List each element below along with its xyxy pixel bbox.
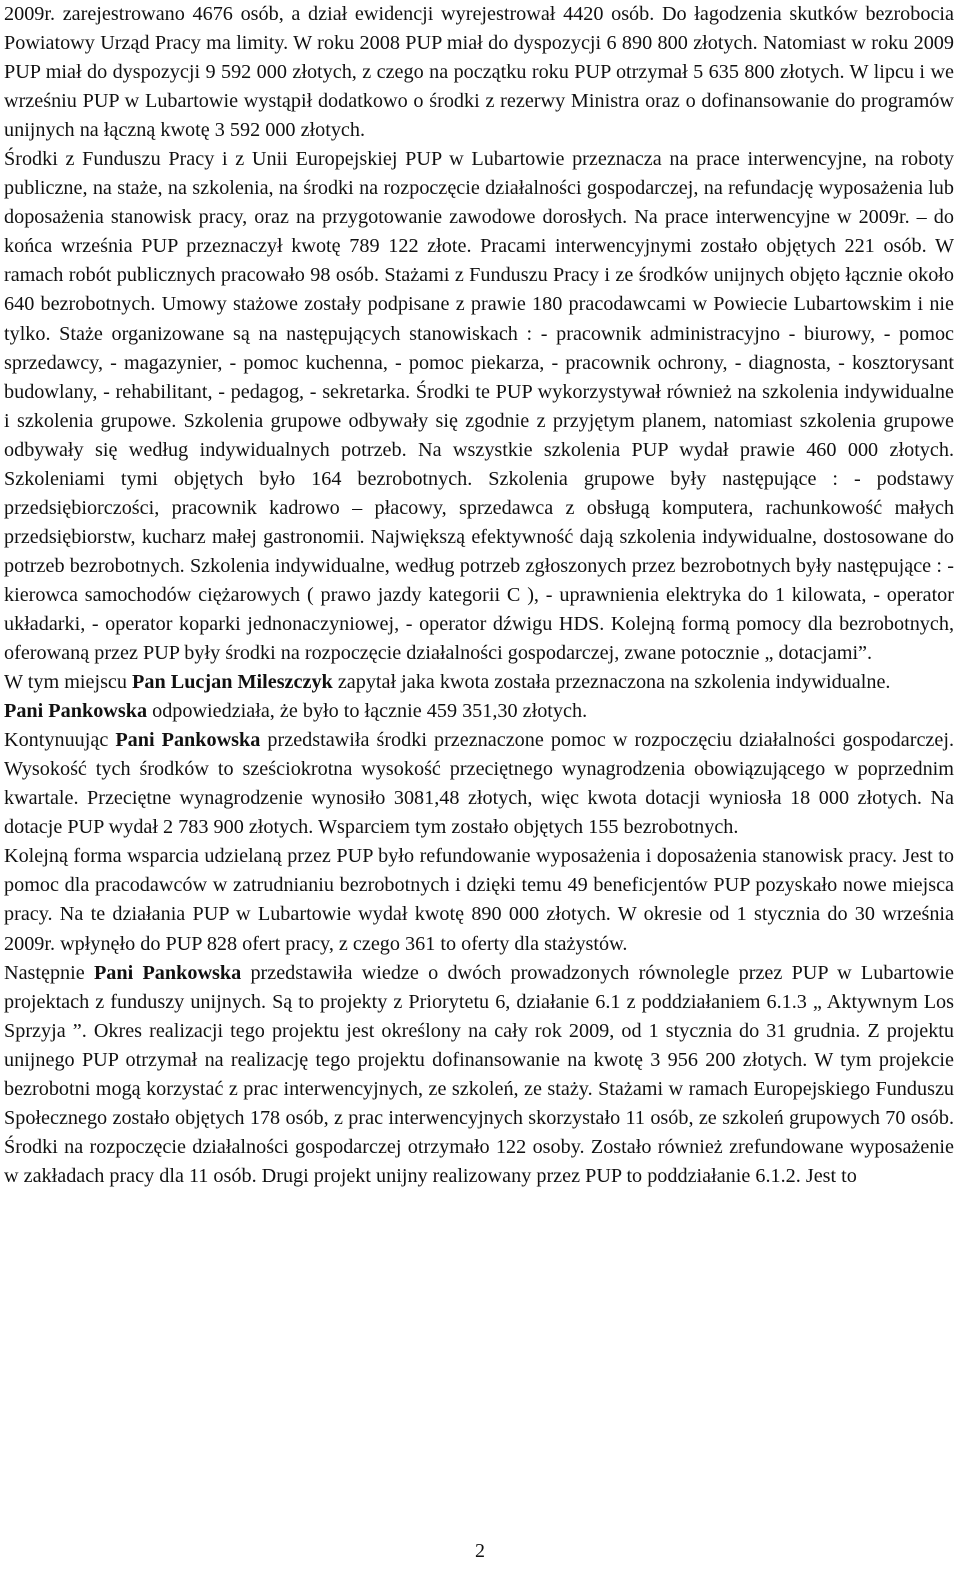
speaker-name: Pani Pankowska [4, 700, 148, 723]
paragraph [4, 726, 954, 842]
speaker-name: Pani Pankowska [93, 961, 242, 984]
paragraph-text: przedstawiła środki przeznaczone pomoc w rozpoczęciu działalności gospodarczej. Wysokość tych środków to sześciokrotna wysokość przeciętnego wynagrodzenia obowiązującego w poprzednim kwartale. Przeciętne wynagrodzenie wynosiło 3081,48 złotych, więc kwota dotacji wyniosła 18 000 złotych. Na dotacje PUP wydał 2 783 900 złotych. Wsparciem tym zostało objętych 155 bezrobotnych. [4, 729, 954, 839]
paragraph [4, 842, 954, 958]
paragraph-text: 2009r. zarejestrowano 4676 osób, a dział ewidencji wyrejestrował 4420 osób. Do łagodzenia skutków bezrobocia Powiatowy Urząd Pracy ma limity. W roku 2008 PUP miał do dyspozycji 6 890 800 złotych. Natomiast w roku 2009 PUP miał do dyspozycji 9 592 000 złotych, z czego na początku roku PUP otrzymał 5 635 800 złotych. W lipcu i we wrześniu PUP w Lubartowie wystąpił dodatkowo o środki z rezerwy Ministra oraz o dofinansowanie do programów unijnych na łączną kwotę 3 592 000 złotych. [4, 3, 954, 142]
paragraph-text: Kontynuując [4, 729, 116, 752]
paragraph-text: Środki z Funduszu Pracy i z Unii Europejskiej PUP w Lubartowie przeznacza na prace interwencyjne, na roboty publiczne, na staże, na szkolenia, na środki na rozpoczęcie działalności gospodarczej, na refundację wyposażenia lub doposażenia stanowisk pracy, oraz na przygotowanie zawodowe dorosłych. Na prace interwencyjne w 2009r. – do końca września PUP przeznaczył kwotę 789 122 złote. Pracami interwencyjnymi zostało objętych 221 osób. W ramach robót publicznych pracowało 98 osób. Stażami z Funduszu Pracy i ze środków unijnych objęto łącznie około 640 bezrobotnych. Umowy stażowe zostały podpisane z prawie 180 pracodawcami w Powiecie Lubartowskim i nie tylko. Staże organizowane są na następujących stanowiskach : - pracownik administracyjno - biurowy, - pomoc sprzedawcy, - magazynier, - pomoc kuchenna, - pomoc piekarza, - pracownik ochrony, - diagnosta, - kosztorysant budowlany, - rehabilitant, - pedagog, - sekretarka. Środki te PUP wykorzystywał również na szkolenia indywidualne i szkolenia grupowe. Szkolenia grupowe odbywały się zgodnie z przyjętym planem, natomiast szkolenia grupowe odbywały się według indywidualnych potrzeb. Na wszystkie szkolenia PUP wydał prawie 460 000 złotych. Szkoleniami tymi objętych było 164 bezrobotnych. Szkolenia grupowe były następujące : - podstawy przedsiębiorczości, pracownik kadrowo – płacowy, sprzedawca z obsługą komputera, rachunkowość małych przedsiębiorstw, kucharz małej gastronomii. Największą efektywność dają szkolenia indywidualne, dostosowane do potrzeb bezrobotnych. Szkolenia indywidualne, według potrzeb zgłoszonych przez bezrobotnych były następujące : - kierowca samochodów ciężarowych ( prawo jazdy kategorii C ), - uprawnienia elektryka do 1 kilowata, - operator układarki, - operator koparki jednonaczyniowej, - operator dźwigu HDS. Kolejną formą pomocy dla bezrobotnych, oferowaną przez PUP były środki na rozpoczęcie działalności gospodarczej, zwane potocznie „ dotacjami”. [4, 148, 954, 665]
paragraph-text: zapytał jaka kwota została przeznaczona na szkolenia indywidualne. [332, 671, 891, 694]
paragraph [4, 959, 954, 1191]
paragraph-text: przedstawiła wiedze o dwóch prowadzonych równolegle przez PUP w Lubartowie projektach z funduszy unijnych. Są to projekty z Priorytetu 6, działanie 6.1 z poddziałaniem 6.1.3 „ Aktywnym Los Sprzyja ”. Okres realizacji tego projektu jest określony na cały rok 2009, od 1 stycznia do 31 grudnia. Z projektu unijnego PUP otrzymał na realizację tego projektu dofinansowanie na kwotę 3 956 200 złotych. W tym projekcie bezrobotni mogą korzystać z prac interwencyjnych, ze szkoleń, ze staży. Stażami w ramach Europejskiego Funduszu Społecznego zostało objętych 178 osób, z prac interwencyjnych skorzystało 11 osób, ze szkoleń grupowych 70 osób. Środki na rozpoczęcie działalności gospodarczej otrzymało 122 osoby. Zostało również zrefundowane wyposażenie w zakładach pracy dla 11 osób. Drugi projekt unijny realizowany przez PUP to poddziałanie 6.1.2. Jest to [4, 961, 954, 1187]
document-body [4, 0, 954, 1191]
paragraph-text: W tym miejscu [4, 671, 133, 694]
page-number: 2 [475, 1540, 485, 1562]
paragraph [4, 668, 954, 697]
document-page [4, 0, 954, 1191]
speaker-name: Pan Lucjan Mileszczyk [132, 671, 333, 694]
speaker-name: Pani Pankowska [115, 729, 261, 752]
paragraph [4, 145, 954, 668]
paragraph [4, 697, 954, 726]
paragraph-text: Następnie [4, 961, 94, 984]
paragraph [4, 0, 954, 145]
paragraph-text: odpowiedziała, że było to łącznie 459 351,30 złotych. [147, 700, 588, 723]
paragraph-text: Kolejną forma wsparcia udzielaną przez PUP było refundowanie wyposażenia i doposażenia stanowisk pracy. Jest to pomoc dla pracodawców w zatrudnianiu bezrobotnych i dzięki temu 49 beneficjentów PUP pozyskało nowe miejsca pracy. Na te działania PUP w Lubartowie wydał kwotę 890 000 złotych. W okresie od 1 stycznia do 30 września 2009r. wpłynęło do PUP 828 ofert pracy, z czego 361 to oferty dla stażystów. [4, 845, 954, 955]
